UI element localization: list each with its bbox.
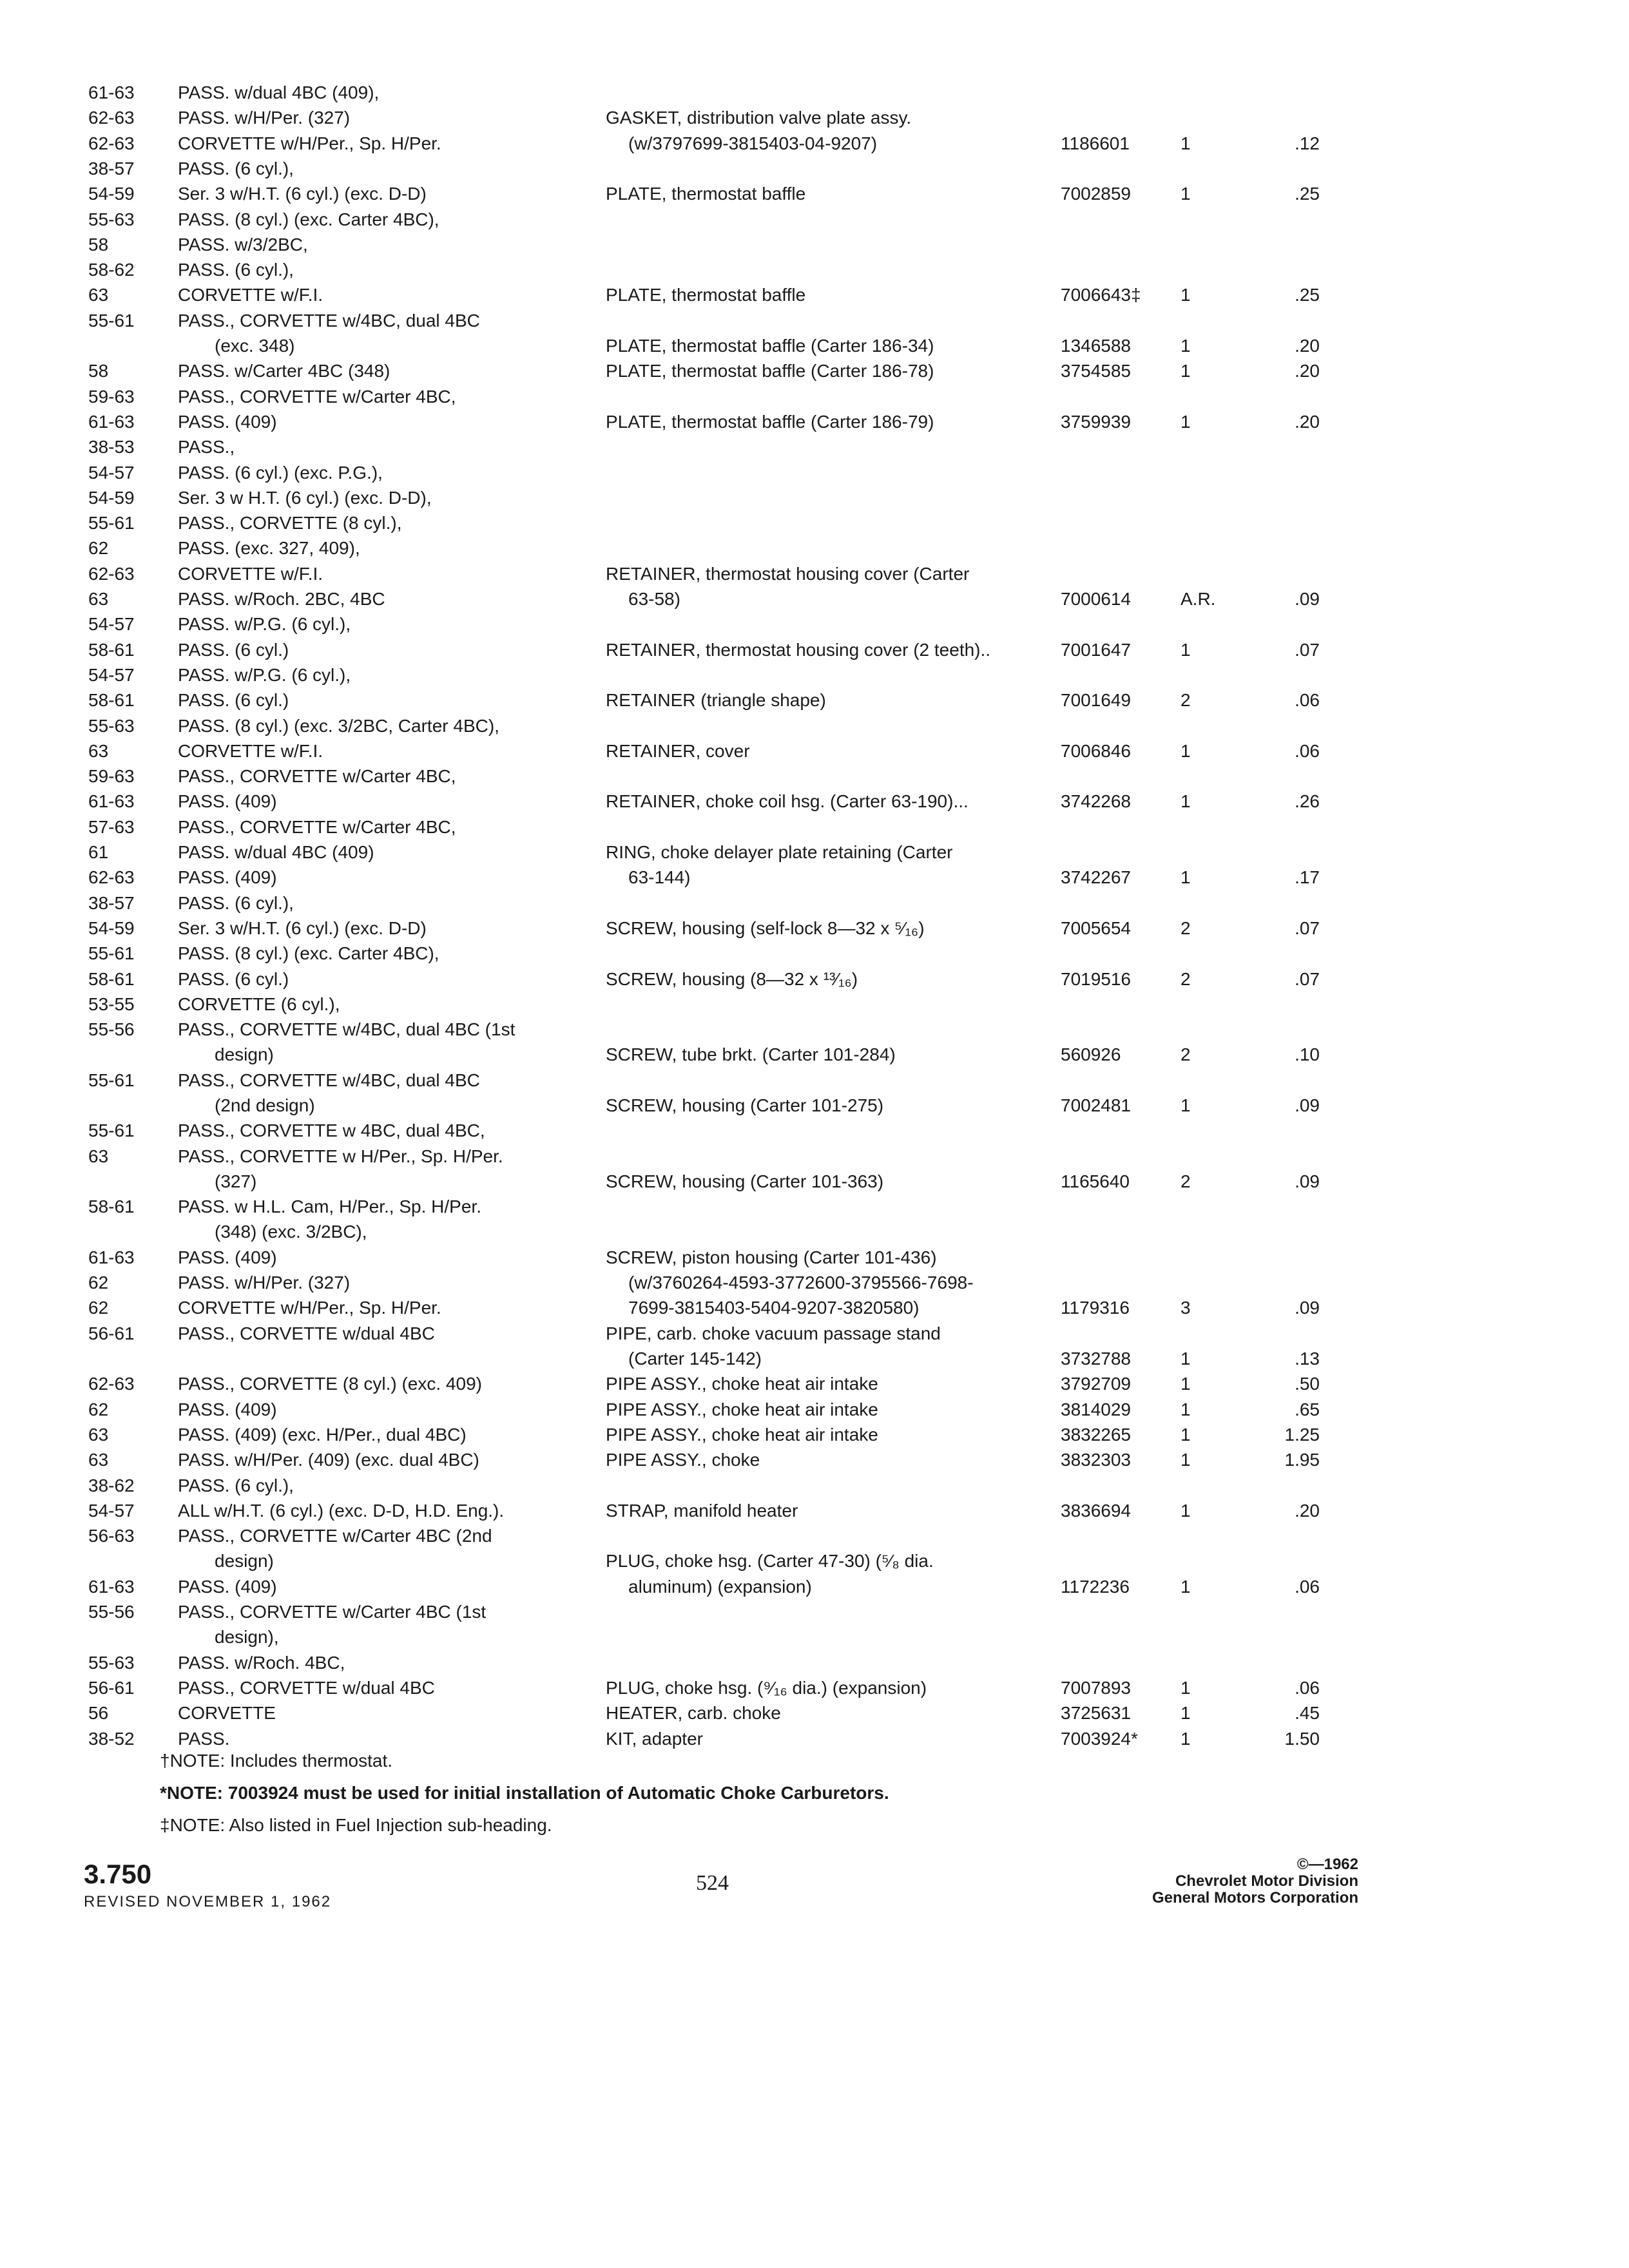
row-application: PASS., bbox=[178, 437, 235, 457]
row-application: PASS. (409) bbox=[178, 1247, 277, 1267]
row-application: (exc. 348) bbox=[215, 336, 295, 356]
row-price: .20 bbox=[1295, 361, 1320, 381]
row-quantity: 1 bbox=[1181, 867, 1191, 887]
row-year: 54-59 bbox=[88, 488, 135, 508]
row-year: 58-61 bbox=[88, 640, 135, 660]
row-application: PASS., CORVETTE w/dual 4BC bbox=[178, 1678, 435, 1698]
row-application: PASS. (6 cyl.) bbox=[178, 640, 289, 660]
row-part-number: 3732788 bbox=[1061, 1349, 1132, 1369]
row-description: 63-144) bbox=[628, 867, 691, 887]
row-year: 62 bbox=[88, 1298, 109, 1318]
note-adapter-kit: *NOTE: 7003924 must be used for initial installation of Automatic Choke Carburetors. bbox=[160, 1783, 889, 1803]
row-part-number: 3836694 bbox=[1061, 1501, 1132, 1521]
row-year: 61-63 bbox=[88, 1247, 135, 1267]
row-application: PASS. (409) (exc. H/Per., dual 4BC) bbox=[178, 1425, 467, 1445]
row-year: 62-63 bbox=[88, 1374, 135, 1394]
row-application: PASS. (409) bbox=[178, 412, 277, 432]
row-price: .07 bbox=[1295, 640, 1320, 660]
row-year: 55-63 bbox=[88, 1653, 135, 1673]
row-quantity: 2 bbox=[1181, 1171, 1191, 1191]
row-part-number: 560926 bbox=[1061, 1044, 1121, 1064]
row-year: 38-52 bbox=[88, 1729, 135, 1749]
row-price: .09 bbox=[1295, 1171, 1320, 1191]
row-year: 54-57 bbox=[88, 614, 135, 634]
row-application: PASS. w/Roch. 4BC, bbox=[178, 1653, 345, 1673]
row-year: 55-63 bbox=[88, 209, 135, 229]
row-description: SCREW, housing (Carter 101-363) bbox=[606, 1171, 884, 1191]
row-quantity: 1 bbox=[1181, 285, 1191, 305]
row-application: PASS. (6 cyl.), bbox=[178, 159, 294, 178]
row-year: 56 bbox=[88, 1703, 109, 1723]
row-part-number: 7001647 bbox=[1061, 640, 1132, 660]
row-application: PASS. (409) bbox=[178, 1577, 277, 1597]
row-price: .20 bbox=[1295, 336, 1320, 356]
row-description: HEATER, carb. choke bbox=[606, 1703, 781, 1723]
row-application: PASS. w/P.G. (6 cyl.), bbox=[178, 665, 351, 685]
row-price: .06 bbox=[1295, 1678, 1320, 1698]
row-part-number: 1165640 bbox=[1061, 1171, 1130, 1191]
row-application: PASS. (6 cyl.) bbox=[178, 969, 289, 989]
row-part-number: 1172236 bbox=[1061, 1577, 1130, 1597]
row-year: 55-56 bbox=[88, 1602, 135, 1622]
row-application: PASS., CORVETTE (8 cyl.), bbox=[178, 513, 402, 533]
row-part-number: 1346588 bbox=[1061, 336, 1132, 356]
row-quantity: 1 bbox=[1181, 1501, 1191, 1521]
row-description: PLATE, thermostat baffle bbox=[606, 285, 806, 305]
row-year: 54-57 bbox=[88, 463, 135, 483]
row-year: 62 bbox=[88, 1273, 109, 1293]
row-description: PIPE ASSY., choke heat air intake bbox=[606, 1399, 878, 1419]
row-year: 38-53 bbox=[88, 437, 135, 457]
row-year: 63 bbox=[88, 1146, 109, 1166]
row-description: 7699-3815403-5404-9207-3820580) bbox=[628, 1298, 920, 1318]
row-year: 58-62 bbox=[88, 260, 135, 280]
copyright: ©—1962 bbox=[1296, 1856, 1358, 1873]
row-price: .09 bbox=[1295, 589, 1320, 609]
row-year: 62-63 bbox=[88, 564, 135, 584]
row-year: 55-63 bbox=[88, 716, 135, 736]
row-description: SCREW, housing (Carter 101-275) bbox=[606, 1095, 884, 1115]
row-description: PLUG, choke hsg. (⁹⁄₁₆ dia.) (expansion) bbox=[606, 1678, 927, 1698]
row-part-number: 7001649 bbox=[1061, 690, 1132, 710]
note-fuel-injection: ‡NOTE: Also listed in Fuel Injection sub-heading. bbox=[160, 1815, 552, 1835]
row-description: RETAINER, cover bbox=[606, 741, 750, 761]
row-application: PASS., CORVETTE w/Carter 4BC, bbox=[178, 766, 456, 786]
row-description: (Carter 145-142) bbox=[628, 1349, 762, 1369]
row-part-number: 3742267 bbox=[1061, 867, 1132, 887]
row-year: 54-57 bbox=[88, 1501, 135, 1521]
row-application: ALL w/H.T. (6 cyl.) (exc. D-D, H.D. Eng.). bbox=[178, 1501, 505, 1521]
row-year: 38-57 bbox=[88, 893, 135, 913]
row-description: GASKET, distribution valve plate assy. bbox=[606, 108, 912, 128]
row-quantity: 2 bbox=[1181, 969, 1191, 989]
row-part-number: 3832265 bbox=[1061, 1425, 1132, 1445]
row-application: PASS. w/H/Per. (409) (exc. dual 4BC) bbox=[178, 1450, 479, 1470]
row-quantity: A.R. bbox=[1181, 589, 1216, 609]
row-part-number: 3759939 bbox=[1061, 412, 1132, 432]
row-price: .09 bbox=[1295, 1298, 1320, 1318]
row-application: PASS. (6 cyl.) bbox=[178, 690, 289, 710]
row-application: PASS., CORVETTE w/Carter 4BC, bbox=[178, 387, 456, 407]
row-part-number: 1186601 bbox=[1061, 133, 1130, 153]
row-year: 55-61 bbox=[88, 1120, 135, 1140]
row-application: CORVETTE w/F.I. bbox=[178, 285, 323, 305]
row-application: PASS. w/dual 4BC (409) bbox=[178, 842, 374, 862]
row-quantity: 1 bbox=[1181, 791, 1191, 811]
row-year: 55-61 bbox=[88, 311, 135, 331]
row-description: PIPE ASSY., choke heat air intake bbox=[606, 1374, 878, 1394]
row-description: RETAINER, thermostat housing cover (Carter bbox=[606, 564, 970, 584]
row-quantity: 1 bbox=[1181, 1577, 1191, 1597]
row-description: RETAINER, choke coil hsg. (Carter 63-190)... bbox=[606, 791, 969, 811]
row-application: PASS. w/dual 4BC (409), bbox=[178, 82, 380, 102]
row-year: 38-57 bbox=[88, 159, 135, 178]
row-application: PASS., CORVETTE w/Carter 4BC (1st bbox=[178, 1602, 487, 1622]
row-quantity: 1 bbox=[1181, 1399, 1191, 1419]
row-application: PASS. (409) bbox=[178, 791, 277, 811]
row-price: .25 bbox=[1295, 184, 1320, 204]
row-year: 63 bbox=[88, 1425, 109, 1445]
row-part-number: 7006846 bbox=[1061, 741, 1132, 761]
row-part-number: 7005654 bbox=[1061, 918, 1132, 938]
corporation-name: General Motors Corporation bbox=[1152, 1889, 1358, 1907]
row-price: .09 bbox=[1295, 1095, 1320, 1115]
row-description: PIPE, carb. choke vacuum passage stand bbox=[606, 1323, 941, 1343]
row-price: .06 bbox=[1295, 741, 1320, 761]
row-year: 55-61 bbox=[88, 943, 135, 963]
row-year: 61-63 bbox=[88, 82, 135, 102]
row-application: CORVETTE (6 cyl.), bbox=[178, 994, 340, 1014]
row-application: PASS. (6 cyl.) (exc. P.G.), bbox=[178, 463, 383, 483]
row-price: .20 bbox=[1295, 412, 1320, 432]
row-quantity: 1 bbox=[1181, 1703, 1191, 1723]
row-price: 1.50 bbox=[1284, 1729, 1320, 1749]
row-application: CORVETTE w/F.I. bbox=[178, 741, 323, 761]
row-year: 58 bbox=[88, 361, 109, 381]
row-quantity: 1 bbox=[1181, 1450, 1191, 1470]
row-description: KIT, adapter bbox=[606, 1729, 703, 1749]
row-quantity: 3 bbox=[1181, 1298, 1191, 1318]
row-price: 1.95 bbox=[1284, 1450, 1320, 1470]
row-application: PASS. (6 cyl.), bbox=[178, 260, 294, 280]
row-application: PASS. w/3/2BC, bbox=[178, 235, 308, 255]
row-application: PASS., CORVETTE w H/Per., Sp. H/Per. bbox=[178, 1146, 503, 1166]
row-quantity: 1 bbox=[1181, 361, 1191, 381]
row-application: PASS. (6 cyl.), bbox=[178, 1475, 294, 1495]
row-application: CORVETTE w/H/Per., Sp. H/Per. bbox=[178, 1298, 441, 1318]
row-application: PASS. w/H/Per. (327) bbox=[178, 1273, 351, 1293]
row-application: PASS. (409) bbox=[178, 1399, 277, 1419]
row-quantity: 1 bbox=[1181, 1678, 1191, 1698]
row-price: .20 bbox=[1295, 1501, 1320, 1521]
row-application: Ser. 3 w H.T. (6 cyl.) (exc. D-D), bbox=[178, 488, 432, 508]
row-quantity: 1 bbox=[1181, 1349, 1191, 1369]
row-application: PASS., CORVETTE w/Carter 4BC, bbox=[178, 817, 456, 837]
row-application: PASS., CORVETTE w/dual 4BC bbox=[178, 1323, 435, 1343]
revised-date: REVISED NOVEMBER 1, 1962 bbox=[84, 1893, 332, 1910]
row-quantity: 1 bbox=[1181, 1729, 1191, 1749]
row-year: 56-61 bbox=[88, 1678, 135, 1698]
row-price: .06 bbox=[1295, 690, 1320, 710]
row-part-number: 7019516 bbox=[1061, 969, 1132, 989]
row-year: 58-61 bbox=[88, 1196, 135, 1216]
row-application: PASS. (6 cyl.), bbox=[178, 893, 294, 913]
row-part-number: 1179316 bbox=[1061, 1298, 1130, 1318]
page-number: 524 bbox=[696, 1871, 729, 1895]
row-year: 62 bbox=[88, 538, 109, 558]
row-quantity: 1 bbox=[1181, 1374, 1191, 1394]
row-description: PLATE, thermostat baffle bbox=[606, 184, 806, 204]
row-description: SCREW, housing (8—32 x ¹³⁄₁₆) bbox=[606, 969, 858, 989]
row-application: PASS. w/H/Per. (327) bbox=[178, 108, 351, 128]
row-quantity: 2 bbox=[1181, 690, 1191, 710]
row-application: CORVETTE w/F.I. bbox=[178, 564, 323, 584]
row-description: (w/3760264-4593-3772600-3795566-7698- bbox=[628, 1273, 974, 1293]
row-quantity: 1 bbox=[1181, 336, 1191, 356]
row-year: 58-61 bbox=[88, 690, 135, 710]
row-year: 61-63 bbox=[88, 791, 135, 811]
row-description: PLATE, thermostat baffle (Carter 186-79) bbox=[606, 412, 934, 432]
row-year: 38-62 bbox=[88, 1475, 135, 1495]
row-application: PASS., CORVETTE w/Carter 4BC (2nd bbox=[178, 1526, 492, 1546]
row-part-number: 3754585 bbox=[1061, 361, 1132, 381]
row-part-number: 7002859 bbox=[1061, 184, 1132, 204]
row-year: 55-56 bbox=[88, 1019, 135, 1039]
row-description: PLATE, thermostat baffle (Carter 186-78) bbox=[606, 361, 934, 381]
row-year: 61-63 bbox=[88, 412, 135, 432]
row-price: .25 bbox=[1295, 285, 1320, 305]
row-application: (348) (exc. 3/2BC), bbox=[215, 1222, 367, 1242]
row-application: PASS., CORVETTE w 4BC, dual 4BC, bbox=[178, 1120, 485, 1140]
row-description: aluminum) (expansion) bbox=[628, 1577, 812, 1597]
row-quantity: 2 bbox=[1181, 1044, 1191, 1064]
row-part-number: 3792709 bbox=[1061, 1374, 1132, 1394]
row-quantity: 1 bbox=[1181, 412, 1191, 432]
row-quantity: 2 bbox=[1181, 918, 1191, 938]
note-thermostat: †NOTE: Includes thermostat. bbox=[160, 1751, 393, 1771]
row-price: 1.25 bbox=[1284, 1425, 1320, 1445]
row-year: 58-61 bbox=[88, 969, 135, 989]
row-price: .13 bbox=[1295, 1349, 1320, 1369]
row-description: RING, choke delayer plate retaining (Carter bbox=[606, 842, 953, 862]
row-quantity: 1 bbox=[1181, 133, 1191, 153]
row-application: PASS. w H.L. Cam, H/Per., Sp. H/Per. bbox=[178, 1196, 481, 1216]
row-application: CORVETTE w/H/Per., Sp. H/Per. bbox=[178, 133, 441, 153]
row-part-number: 3814029 bbox=[1061, 1399, 1132, 1419]
row-year: 53-55 bbox=[88, 994, 135, 1014]
row-price: .07 bbox=[1295, 918, 1320, 938]
row-year: 63 bbox=[88, 1450, 109, 1470]
row-description: 63-58) bbox=[628, 589, 680, 609]
row-part-number: 7002481 bbox=[1061, 1095, 1132, 1115]
row-year: 62-63 bbox=[88, 108, 135, 128]
row-application: (2nd design) bbox=[215, 1095, 315, 1115]
row-price: .06 bbox=[1295, 1577, 1320, 1597]
row-description: PLATE, thermostat baffle (Carter 186-34) bbox=[606, 336, 934, 356]
row-year: 56-61 bbox=[88, 1323, 135, 1343]
row-application: PASS. bbox=[178, 1729, 230, 1749]
row-year: 62-63 bbox=[88, 133, 135, 153]
row-quantity: 1 bbox=[1181, 1425, 1191, 1445]
row-description: SCREW, piston housing (Carter 101-436) bbox=[606, 1247, 937, 1267]
row-application: CORVETTE bbox=[178, 1703, 276, 1723]
row-description: RETAINER, thermostat housing cover (2 teeth).. bbox=[606, 640, 991, 660]
row-description: STRAP, manifold heater bbox=[606, 1501, 798, 1521]
row-application: PASS. (8 cyl.) (exc. Carter 4BC), bbox=[178, 943, 439, 963]
row-part-number: 7003924* bbox=[1061, 1729, 1138, 1749]
row-price: .45 bbox=[1295, 1703, 1320, 1723]
row-application: PASS. (8 cyl.) (exc. 3/2BC, Carter 4BC), bbox=[178, 716, 499, 736]
row-year: 54-59 bbox=[88, 184, 135, 204]
row-application: Ser. 3 w/H.T. (6 cyl.) (exc. D-D) bbox=[178, 184, 427, 204]
row-quantity: 1 bbox=[1181, 640, 1191, 660]
row-year: 59-63 bbox=[88, 766, 135, 786]
row-year: 62-63 bbox=[88, 867, 135, 887]
row-price: .65 bbox=[1295, 1399, 1320, 1419]
row-year: 54-57 bbox=[88, 665, 135, 685]
row-application: design), bbox=[215, 1627, 279, 1647]
row-year: 57-63 bbox=[88, 817, 135, 837]
row-year: 63 bbox=[88, 589, 109, 609]
row-price: .12 bbox=[1295, 133, 1320, 153]
row-year: 61 bbox=[88, 842, 109, 862]
row-application: PASS. w/Carter 4BC (348) bbox=[178, 361, 390, 381]
row-price: .50 bbox=[1295, 1374, 1320, 1394]
row-application: PASS., CORVETTE w/4BC, dual 4BC bbox=[178, 311, 480, 331]
row-part-number: 3725631 bbox=[1061, 1703, 1132, 1723]
row-part-number: 3832303 bbox=[1061, 1450, 1132, 1470]
row-application: PASS., CORVETTE (8 cyl.) (exc. 409) bbox=[178, 1374, 482, 1394]
row-description: SCREW, tube brkt. (Carter 101-284) bbox=[606, 1044, 896, 1064]
row-description: RETAINER (triangle shape) bbox=[606, 690, 826, 710]
division-name: Chevrolet Motor Division bbox=[1175, 1872, 1358, 1890]
row-price: .26 bbox=[1295, 791, 1320, 811]
row-application: PASS. (8 cyl.) (exc. Carter 4BC), bbox=[178, 209, 439, 229]
row-application: PASS., CORVETTE w/4BC, dual 4BC (1st bbox=[178, 1019, 516, 1039]
row-application: design) bbox=[215, 1044, 274, 1064]
row-part-number: 7000614 bbox=[1061, 589, 1132, 609]
row-part-number: 7006643‡ bbox=[1061, 285, 1141, 305]
row-quantity: 1 bbox=[1181, 1095, 1191, 1115]
row-year: 58 bbox=[88, 235, 109, 255]
row-price: .17 bbox=[1295, 867, 1320, 887]
row-year: 54-59 bbox=[88, 918, 135, 938]
row-application: PASS. (409) bbox=[178, 867, 277, 887]
row-year: 56-63 bbox=[88, 1526, 135, 1546]
section-number: 3.750 bbox=[84, 1859, 152, 1889]
row-quantity: 1 bbox=[1181, 184, 1191, 204]
row-year: 63 bbox=[88, 285, 109, 305]
row-description: SCREW, housing (self-lock 8—32 x ⁵⁄₁₆) bbox=[606, 918, 925, 938]
row-application: PASS. w/Roch. 2BC, 4BC bbox=[178, 589, 385, 609]
row-year: 55-61 bbox=[88, 1070, 135, 1090]
row-year: 63 bbox=[88, 741, 109, 761]
row-application: PASS. w/P.G. (6 cyl.), bbox=[178, 614, 351, 634]
row-application: Ser. 3 w/H.T. (6 cyl.) (exc. D-D) bbox=[178, 918, 427, 938]
row-description: PIPE ASSY., choke heat air intake bbox=[606, 1425, 878, 1445]
row-price: .10 bbox=[1295, 1044, 1320, 1064]
row-description: PLUG, choke hsg. (Carter 47-30) (⁵⁄₈ dia. bbox=[606, 1551, 934, 1571]
row-quantity: 1 bbox=[1181, 741, 1191, 761]
row-description: PIPE ASSY., choke bbox=[606, 1450, 760, 1470]
row-application: design) bbox=[215, 1551, 274, 1571]
row-application: (327) bbox=[215, 1171, 257, 1191]
row-part-number: 3742268 bbox=[1061, 791, 1132, 811]
row-year: 61-63 bbox=[88, 1577, 135, 1597]
row-price: .07 bbox=[1295, 969, 1320, 989]
row-description: (w/3797699-3815403-04-9207) bbox=[628, 133, 878, 153]
row-year: 55-61 bbox=[88, 513, 135, 533]
row-part-number: 7007893 bbox=[1061, 1678, 1132, 1698]
row-application: PASS., CORVETTE w/4BC, dual 4BC bbox=[178, 1070, 480, 1090]
row-year: 59-63 bbox=[88, 387, 135, 407]
row-application: PASS. (exc. 327, 409), bbox=[178, 538, 360, 558]
row-year: 62 bbox=[88, 1399, 109, 1419]
